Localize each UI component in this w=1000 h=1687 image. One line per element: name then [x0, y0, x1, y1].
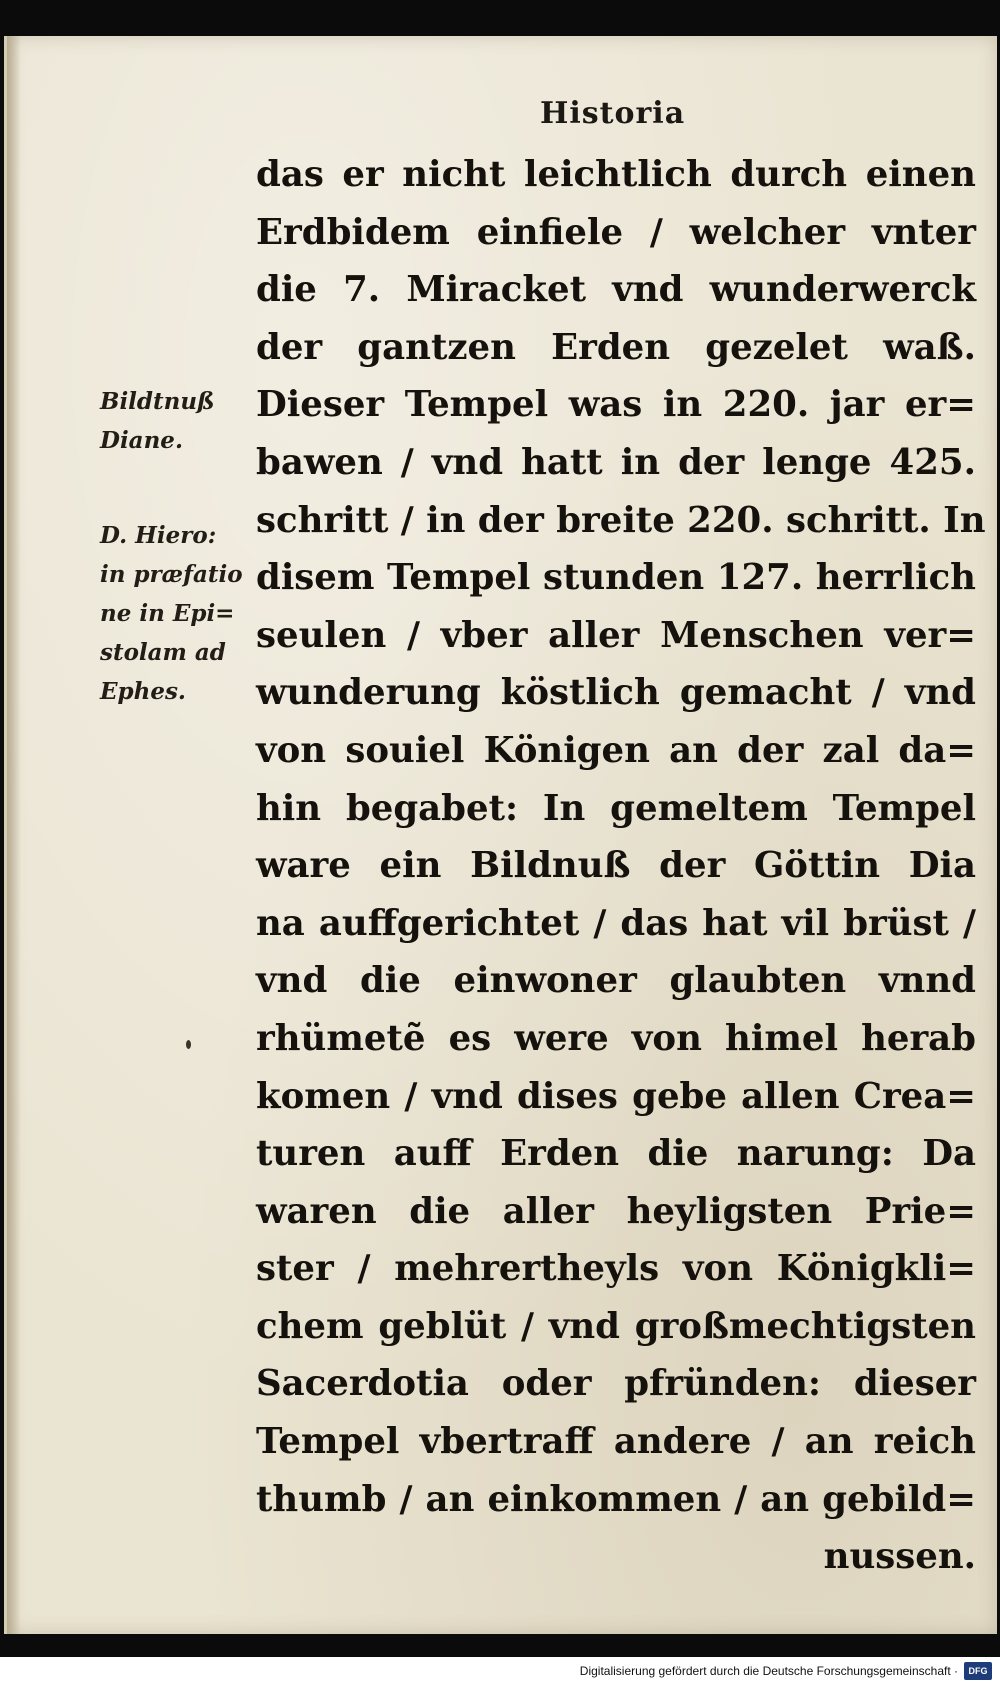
text-line: komen / vnd dises gebe allen Crea= [256, 1075, 976, 1117]
text-line: na auffgerichtet / das hat vil brüst / [256, 902, 976, 944]
running-head: Historia [540, 96, 686, 131]
main-text-block [256, 146, 986, 1586]
text-line: seulen / vber aller Menschen ver= [256, 614, 976, 656]
text-line: turen auff Erden die narung: Da [256, 1133, 976, 1175]
text-line: ware ein Bildnuß der Göttin Dia [256, 845, 976, 887]
margin-note-line: stolam ad [100, 639, 226, 666]
text-line: Sacerdotia oder pfründen: dieser [256, 1363, 976, 1405]
text-line: chem geblüt / vnd großmechtigsten [256, 1305, 976, 1347]
margin-note-line: ne in Epi= [100, 600, 235, 627]
text-line: die 7. Miracket vnd wunderwerck [256, 269, 976, 311]
margin-note-line: Bildtnuß [100, 388, 215, 415]
text-line: Erdbidem einfiele / welcher vnter [256, 211, 976, 253]
text-line: vnd die einwoner glaubten vnnd [256, 960, 976, 1002]
margin-notes [100, 382, 250, 711]
margin-note-bildtnuss [100, 382, 250, 460]
text-line: Tempel vbertraff andere / an reich [256, 1421, 976, 1463]
digitization-footer [0, 1657, 1000, 1687]
text-line: thumb / an einkommen / an gebild= [256, 1478, 976, 1520]
text-line: von souiel Königen an der zal da= [256, 729, 976, 771]
text-line: bawen / vnd hatt in der lenge 425. [256, 441, 976, 483]
text-line: rhümetẽ es were von himel herab [256, 1017, 976, 1059]
text-line: Dieser Tempel was in 220. jar er= [256, 384, 976, 426]
text-line: schritt / in der breite 220. schritt. In [256, 499, 986, 541]
margin-note-line: in præfatio [100, 561, 243, 588]
margin-note-line: D. Hiero: [100, 522, 217, 549]
dfg-logo-icon: DFG [964, 1662, 992, 1680]
funding-credit: Digitalisierung gefördert durch die Deutsche Forschungsgemeinschaft · [579, 1664, 958, 1678]
margin-note-line: Ephes. [100, 678, 186, 705]
text-line: ster / mehrertheyls von Königkli= [256, 1248, 976, 1290]
text-line-catchword: nussen. [823, 1536, 976, 1578]
text-line: wunderung köstlich gemacht / vnd [256, 672, 976, 714]
text-line: das er nicht leichtlich durch einen [256, 154, 976, 195]
text-line: der gantzen Erden gezelet waß. [256, 326, 976, 368]
margin-note-line: Diane. [100, 427, 183, 454]
page-gutter [7, 36, 21, 1634]
text-line: hin begabet: In gemeltem Tempel [256, 787, 976, 829]
margin-note-hieronymus [100, 516, 250, 711]
ink-speck [186, 1040, 191, 1049]
text-line: waren die aller heyligsten Prie= [256, 1190, 976, 1232]
text-line: disem Tempel stunden 127. herrlich [256, 557, 976, 599]
